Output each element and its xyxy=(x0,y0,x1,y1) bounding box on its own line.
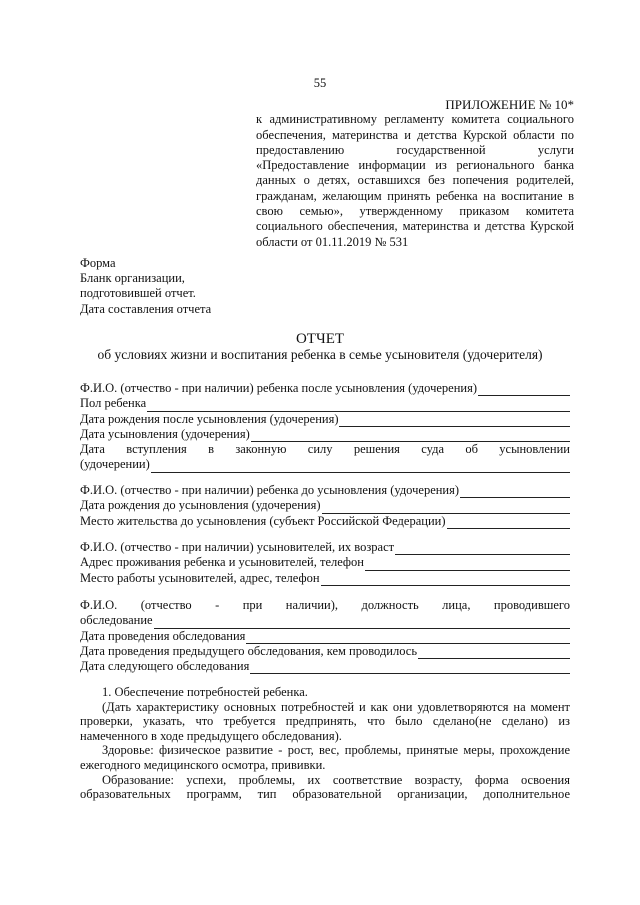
residence-before-field[interactable] xyxy=(80,514,570,529)
fill-line[interactable] xyxy=(154,617,570,629)
field-label: Место жительства до усыновления (субъект Российской Федерации) xyxy=(80,513,446,528)
adopters-work-field[interactable] xyxy=(80,571,570,586)
form-block xyxy=(80,256,211,317)
birth-date-before-field[interactable] xyxy=(80,498,570,513)
field-label: (удочерении) xyxy=(80,457,150,472)
appendix-line: гражданам, желающим принять ребенка на воспитание в xyxy=(256,188,574,203)
field-label: Дата рождения после усыновления (удочерения) xyxy=(80,411,339,426)
field-label: Место работы усыновителей, адрес, телефон xyxy=(80,570,320,585)
field-label: Дата рождения до усыновления (удочерения) xyxy=(80,498,321,513)
child-before-adoption-section xyxy=(80,483,570,529)
fill-line[interactable] xyxy=(460,486,570,498)
court-decision-date-field[interactable] xyxy=(80,457,570,472)
field-label: обследование xyxy=(80,613,153,628)
child-name-before-field[interactable] xyxy=(80,483,570,498)
report-subtitle: об условиях жизни и воспитания ребенка в семье усыновителя (удочерителя) xyxy=(97,347,543,362)
field-label: Дата проведения обследования xyxy=(80,628,246,643)
fill-line[interactable] xyxy=(322,502,570,514)
fill-line[interactable] xyxy=(246,632,570,644)
needs-heading: 1. Обеспечение потребностей ребенка. xyxy=(102,685,308,699)
child-after-adoption-section xyxy=(80,381,570,473)
form-label: Форма xyxy=(80,256,116,270)
fill-line[interactable] xyxy=(151,461,570,473)
fill-line[interactable] xyxy=(251,430,570,442)
appendix-line: предоставлению государственной услуги xyxy=(256,142,574,157)
appendix-line: социального обеспечения, материнства и детства Курской xyxy=(256,219,574,234)
health-paragraph: Здоровье: физическое развитие - рост, вес, проблемы, принятые меры, прохождение ежегодного медицинского осмотра, прививки. xyxy=(80,743,570,772)
field-label: Дата проведения предыдущего обследования, кем проводилось xyxy=(80,643,418,658)
appendix-line: данных о детях, оставшихся без попечения родителей, xyxy=(256,173,574,188)
field-label: Адрес проживания ребенка и усыновителей, телефон xyxy=(80,555,364,570)
form-org-blank: Бланк организации, xyxy=(80,271,185,286)
next-inspection-field[interactable] xyxy=(80,659,570,674)
field-label: Пол ребенка xyxy=(80,396,147,411)
appendix-header xyxy=(256,97,574,250)
appendix-line: обеспечения, материнства и детства Курской области по xyxy=(256,127,574,142)
appendix-line: «Предоставление информации из регионального банка xyxy=(256,158,574,173)
report-title: ОТЧЕТ xyxy=(295,331,345,347)
adoption-date-field[interactable] xyxy=(80,427,570,442)
fill-line[interactable] xyxy=(321,574,570,586)
page-number: 55 xyxy=(313,76,327,90)
residence-address-field[interactable] xyxy=(80,555,570,570)
fill-line[interactable] xyxy=(447,517,571,529)
adopters-section xyxy=(80,540,570,586)
fill-line[interactable] xyxy=(147,400,570,412)
inspection-section xyxy=(80,598,570,674)
appendix-line: области от 01.11.2019 № 531 xyxy=(256,234,409,249)
form-org-prepared: подготовившей отчет. xyxy=(80,286,196,301)
inspector-field[interactable] xyxy=(80,613,570,628)
appendix-line: к административному регламенту комитета социального xyxy=(256,112,574,127)
field-label: Дата следующего обследования xyxy=(80,659,250,674)
fill-line[interactable] xyxy=(365,559,570,571)
child-name-after-field[interactable] xyxy=(80,381,570,396)
fill-line[interactable] xyxy=(418,647,570,659)
birth-date-after-field[interactable] xyxy=(80,412,570,427)
inspection-date-field[interactable] xyxy=(80,629,570,644)
form-report-date: Дата составления отчета xyxy=(80,301,212,316)
needs-description: (Дать характеристику основных потребностей и как они удовлетворяются на момент проверки, указать, что требуется предпринять, что было сделано(не сделано) из намеченного в ходе предыдущего обследования). xyxy=(80,699,570,743)
field-label: Ф.И.О. (отчество - при наличии) ребенка после усыновления (удочерения) xyxy=(80,381,478,395)
education-paragraph: Образование: успехи, проблемы, их соответствие возрасту, форма освоения образовательных программ, тип образовательной организации, дополнительное xyxy=(80,772,570,802)
needs-section xyxy=(80,685,570,802)
fill-line[interactable] xyxy=(478,384,570,396)
fill-line[interactable] xyxy=(250,662,570,674)
adopters-name-age-field[interactable] xyxy=(80,540,570,555)
fill-line[interactable] xyxy=(395,543,570,555)
field-label: Ф.И.О. (отчество - при наличии) ребенка до усыновления (удочерения) xyxy=(80,483,460,497)
field-label: Дата усыновления (удочерения) xyxy=(80,426,250,441)
child-sex-field[interactable] xyxy=(80,396,570,411)
inspector-label: Ф.И.О. (отчество - при наличии), должность лица, проводившего xyxy=(80,598,570,612)
field-label: Ф.И.О. (отчество - при наличии) усыновителей, их возраст xyxy=(80,540,395,554)
fill-line[interactable] xyxy=(339,415,570,427)
previous-inspection-field[interactable] xyxy=(80,644,570,659)
appendix-title: ПРИЛОЖЕНИЕ № 10* xyxy=(445,97,574,112)
court-decision-label: Дата вступления в законную силу решения суда об усыновлении xyxy=(80,442,570,457)
appendix-line: свою семью», утвержденному приказом комитета xyxy=(256,204,574,219)
